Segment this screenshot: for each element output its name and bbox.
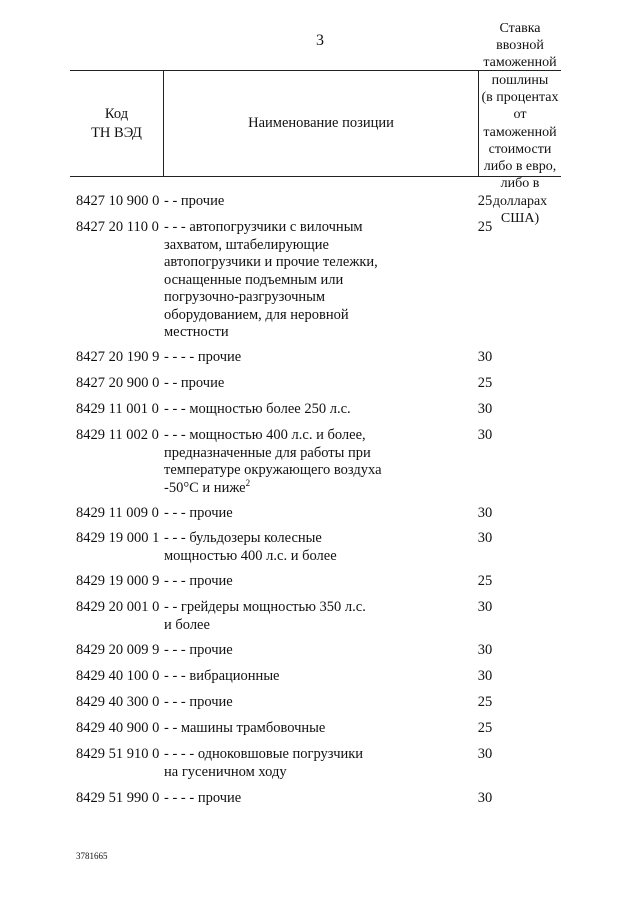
row-rate: 25 bbox=[477, 720, 493, 736]
row-rate: 30 bbox=[477, 746, 493, 762]
row-description: - - - бульдозеры колесные мощностью 400 л.с. и более bbox=[164, 530, 337, 564]
row-rate: 25 bbox=[477, 375, 493, 391]
row-rate: 30 bbox=[477, 505, 493, 521]
document-code: 3781665 bbox=[76, 851, 108, 861]
row-description: - - грейдеры мощностью 350 л.с. и более bbox=[164, 599, 366, 633]
row-rate: 30 bbox=[477, 427, 493, 443]
row-code: 8429 19 000 1 bbox=[76, 530, 160, 546]
row-description: - - - вибрационные bbox=[164, 668, 280, 684]
row-rate: 25 bbox=[477, 694, 493, 710]
footnote-marker: 2 bbox=[245, 477, 251, 488]
row-code: 8429 11 009 0 bbox=[76, 505, 159, 521]
row-description: - - - - одноковшовые погрузчики на гусеничном ходу bbox=[164, 746, 364, 780]
row-description: - - - прочие bbox=[164, 642, 233, 658]
row-rate: 30 bbox=[477, 642, 493, 658]
row-description: - - - прочие bbox=[164, 505, 233, 521]
row-rate: 25 bbox=[477, 219, 493, 235]
row-code: 8429 11 001 0 bbox=[76, 401, 159, 417]
row-rate: 25 bbox=[477, 193, 493, 209]
row-description: - - прочие bbox=[164, 375, 225, 391]
row-description bbox=[164, 427, 404, 497]
row-rate: 30 bbox=[477, 790, 493, 806]
row-rate: 30 bbox=[477, 349, 493, 365]
row-rate: 30 bbox=[477, 668, 493, 684]
page-number: 3 bbox=[316, 32, 324, 49]
row-description: - - - прочие bbox=[164, 573, 233, 589]
row-rate: 25 bbox=[477, 573, 493, 589]
row-rate: 30 bbox=[477, 599, 493, 615]
row-code: 8427 20 900 0 bbox=[76, 375, 160, 391]
row-description: - - - прочие bbox=[164, 694, 233, 710]
row-description: - - - автопогрузчики с вилочным захватом, штабелирующие автопогрузчики и прочие тележки, оснащенные подъемным или погрузочно-разгрузочным оборудованием, для неровной местности bbox=[164, 219, 378, 340]
row-description: - - - - прочие bbox=[164, 790, 242, 806]
row-code: 8429 51 990 0 bbox=[76, 790, 160, 806]
header-name-column: Наименование позиции bbox=[164, 71, 479, 176]
row-code: 8429 40 300 0 bbox=[76, 694, 160, 710]
row-description-text: - - - мощностью 400 л.с. и более, предназначенные для работы при температуре окружающего воздуха -50°C и ниже bbox=[164, 427, 382, 496]
row-rate: 30 bbox=[477, 530, 493, 546]
row-code: 8429 20 001 0 bbox=[76, 599, 160, 615]
row-code: 8427 20 190 9 bbox=[76, 349, 160, 365]
row-code: 8429 20 009 9 bbox=[76, 642, 160, 658]
header-rate-column: Ставка ввозной таможенной пошлины (в процентах от таможенной стоимости либо в евро, либо в долларах США) bbox=[481, 20, 559, 226]
row-description: - - - - прочие bbox=[164, 349, 242, 365]
row-code: 8429 11 002 0 bbox=[76, 427, 159, 443]
row-code: 8429 40 100 0 bbox=[76, 668, 160, 684]
row-code: 8427 10 900 0 bbox=[76, 193, 160, 209]
header-code-column: Код ТН ВЭД bbox=[70, 71, 164, 176]
row-code: 8427 20 110 0 bbox=[76, 219, 159, 235]
row-code: 8429 19 000 9 bbox=[76, 573, 160, 589]
row-description: - - - мощностью более 250 л.с. bbox=[164, 401, 351, 417]
row-rate: 30 bbox=[477, 401, 493, 417]
row-description: - - прочие bbox=[164, 193, 225, 209]
row-code: 8429 40 900 0 bbox=[76, 720, 160, 736]
row-description: - - машины трамбовочные bbox=[164, 720, 326, 736]
row-code: 8429 51 910 0 bbox=[76, 746, 160, 762]
